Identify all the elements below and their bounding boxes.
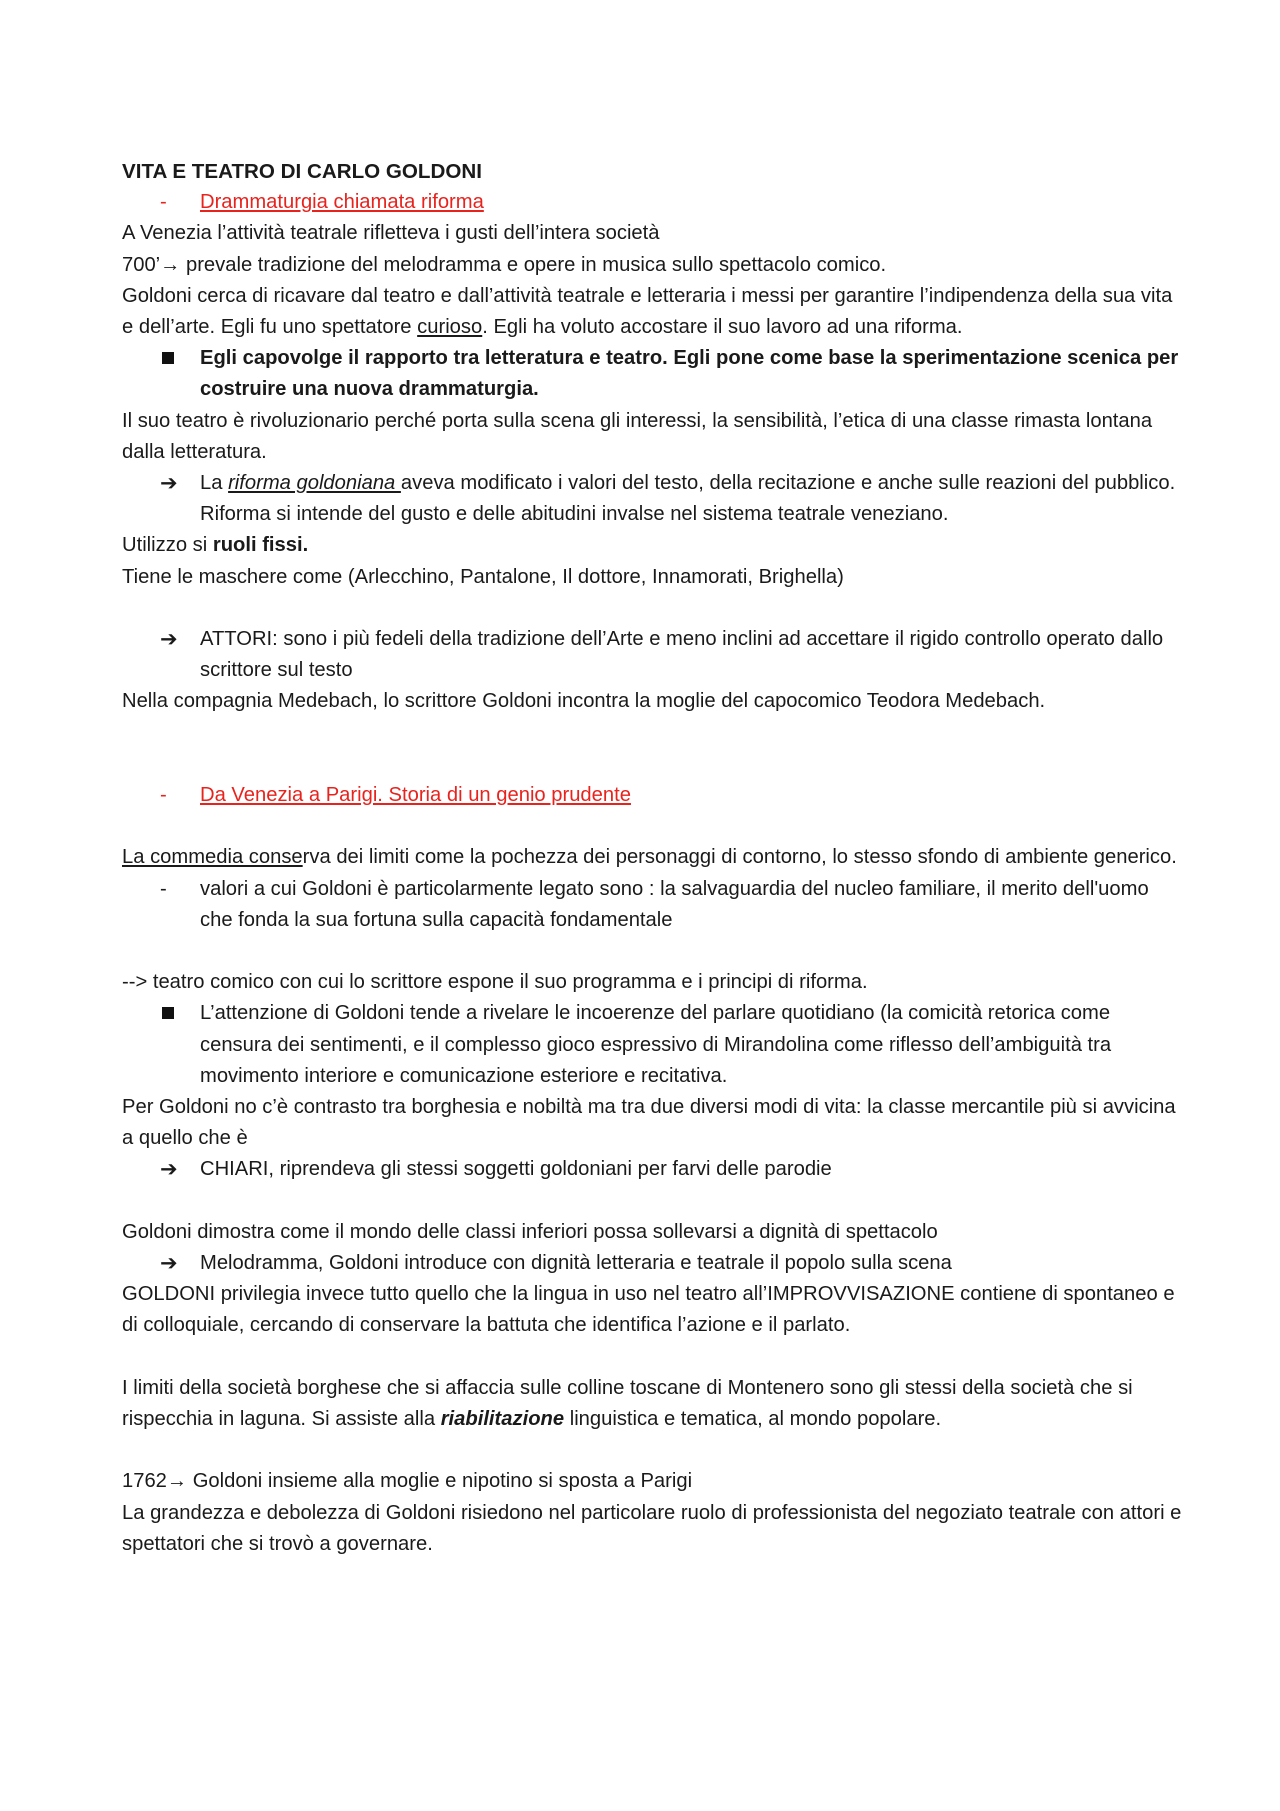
paragraph: Goldoni dimostra come il mondo delle classi inferiori possa sollevarsi a dignità di spettacolo [122, 1220, 938, 1243]
arrow-right-icon: ➔ [160, 628, 178, 652]
section-heading-2 [122, 780, 1182, 811]
dash-marker: - [160, 191, 167, 214]
square-bullet-item: L’attenzione di Goldoni tende a rivelare le incoerenze del parlare quotidiano (la comicità retorica come censura dei sentimenti, e il complesso gioco espressivo di Mirandolina come riflesso dell’ambiguità tra movimento interiore e comunicazione esteriore e recitativa. [122, 998, 1182, 1092]
section-heading-1 [122, 187, 1182, 218]
section-heading-2-text: Da Venezia a Parigi. Storia di un genio prudente [200, 784, 631, 807]
arrow-item: ➔ Melodramma, Goldoni introduce con dignità letteraria e teatrale il popolo sulla scena [122, 1248, 1182, 1279]
paragraph: Nella compagnia Medebach, lo scrittore Goldoni incontra la moglie del capocomico Teodora Medebach. [122, 690, 1046, 713]
paragraph: A Venezia l’attività teatrale rifletteva i gusti dell’intera società [122, 222, 660, 245]
document-title: VITA E TEATRO DI CARLO GOLDONI [122, 160, 482, 183]
dash-marker: - [160, 877, 167, 900]
paragraph: 1762→ Goldoni insieme alla moglie e nipotino si sposta a Parigi [122, 1470, 693, 1493]
square-bullet-item: Egli capovolge il rapporto tra letteratura e teatro. Egli pone come base la sperimentazione scenica per costruire una nuova drammaturgia. [122, 343, 1182, 405]
paragraph: Il suo teatro è rivoluzionario perché porta sulla scena gli interessi, la sensibilità, l’etica di una classe rimasta lontana dalla letteratura. [122, 409, 1153, 463]
bold-term: ruoli fissi. [212, 534, 309, 557]
document-page [122, 156, 1182, 1560]
paragraph: Utilizzo si ruoli fissi. [122, 534, 309, 557]
paragraph: I limiti della società borghese che si affaccia sulle colline toscane di Montenero sono gli stessi della società che si rispecchia in laguna. Si assiste alla riabilitazione linguistica e tematica, al mondo popolare. [122, 1376, 1133, 1431]
arrow-item: ➔ CHIARI, riprendeva gli stessi soggetti goldoniani per farvi delle parodie [122, 1154, 1182, 1185]
paragraph: La commedia conserva dei limiti come la pochezza dei personaggi di contorno, lo stesso sfondo di ambiente generico. [122, 846, 1177, 869]
dash-item: - valori a cui Goldoni è particolarmente legato sono : la salvaguardia del nucleo familiare, il merito dell'uomo che fonda la sua fortuna sulla capacità fondamentale [122, 874, 1182, 936]
paragraph: GOLDONI privilegia invece tutto quello che la lingua in uso nel teatro all’IMPROVVISAZIONE contiene di spontaneo e di colloquiale, cercando di conservare la battuta che identifica l’azione e il parlato. [122, 1283, 1175, 1337]
paragraph: --> teatro comico con cui lo scrittore espone il suo programma e i principi di riforma. [122, 971, 868, 994]
underlined-phrase: La commedia conse [122, 846, 303, 869]
dash-marker: - [160, 784, 167, 807]
square-bullet-icon [162, 1007, 174, 1019]
bold-italic-term: riabilitazione [440, 1408, 565, 1431]
paragraph: 700’→ prevale tradizione del melodramma e opere in musica sullo spettacolo comico. [122, 253, 887, 276]
italic-term: riforma goldoniana [228, 472, 401, 495]
arrow-right-icon: ➔ [160, 472, 178, 496]
arrow-item: ➔ La riforma goldoniana aveva modificato i valori del testo, della recitazione e anche sulle reazioni del pubblico. Riforma si intende del gusto e delle abitudini invalse nel sistema teatrale veneziano. [122, 468, 1182, 530]
square-bullet-icon [162, 352, 174, 364]
paragraph: La grandezza e debolezza di Goldoni risiedono nel particolare ruolo di professionista del negoziato teatrale con attori e spettatori che si trovò a governare. [122, 1501, 1182, 1555]
arrow-right-icon: ➔ [160, 1158, 178, 1182]
paragraph: Per Goldoni no c’è contrasto tra borghesia e nobiltà ma tra due diversi modi di vita: la classe mercantile più si avvicina a quello che è [122, 1096, 1176, 1150]
paragraph: Goldoni cerca di ricavare dal teatro e dall’attività teatrale e letteraria i messi per garantire l’indipendenza della sua vita e dell’arte. Egli fu uno spettatore curioso. Egli ha voluto accostare il suo lavoro ad una riforma. [122, 284, 1173, 339]
arrow-right-icon: ➔ [160, 1252, 178, 1276]
underlined-word: curioso [417, 316, 483, 339]
paragraph: Tiene le maschere come (Arlecchino, Pantalone, Il dottore, Innamorati, Brighella) [122, 565, 844, 588]
arrow-item: ➔ ATTORI: sono i più fedeli della tradizione dell’Arte e meno inclini ad accettare il rigido controllo operato dallo scrittore sul testo [122, 624, 1182, 686]
section-heading-1-text: Drammaturgia chiamata riforma [200, 191, 484, 214]
